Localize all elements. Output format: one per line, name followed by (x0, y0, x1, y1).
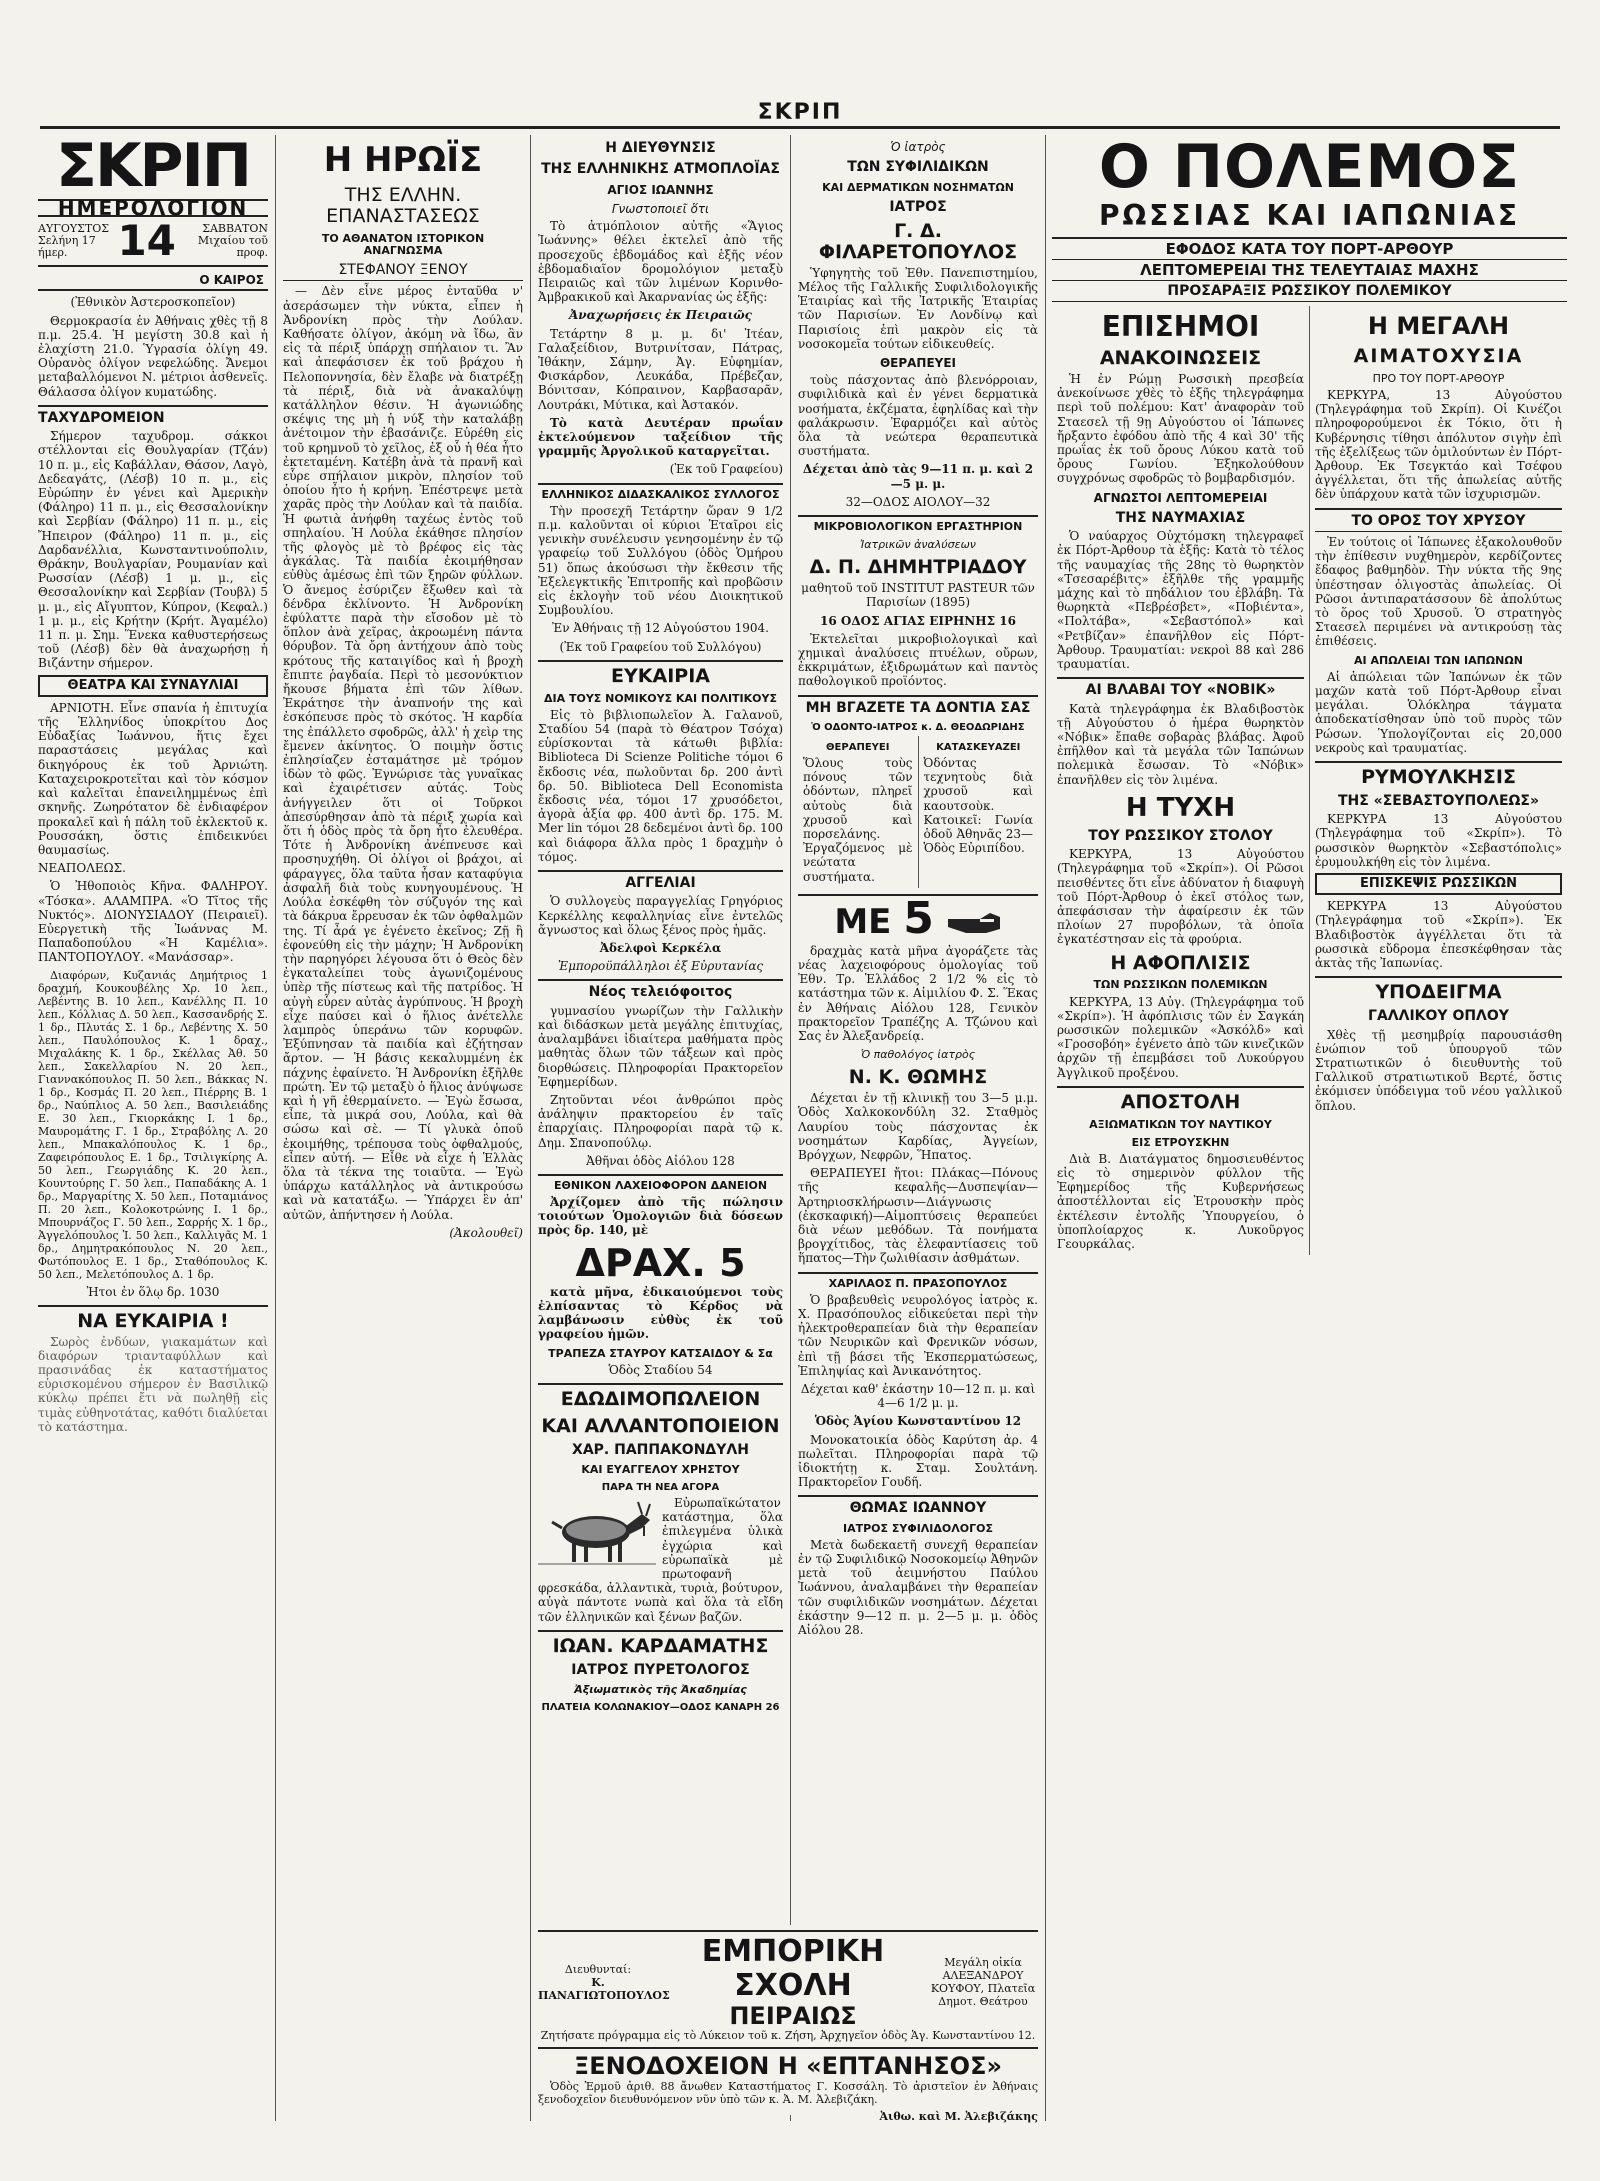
naval-heading-1: ΑΓΝΩΣΤΟΙ ΛΕΠΤΟΜΕΡΕΙΑΙ (1093, 490, 1268, 505)
serial-subtitle: ΤΗΣ ΕΛΛΗΝ. ΕΠΑΝΑΣΤΑΣΕΩΣ (326, 184, 480, 227)
weather-source: (Ἐθνικὸν Ἀστεροσκοπεῖον) (70, 295, 236, 310)
theatre-heading: ΘΕΑΤΡΑ ΚΑΙ ΣΥΝΑΥΛΙΑΙ (38, 675, 268, 697)
thomas-heading: ΘΩΜΑΣ ΙΩΑΝΝΟΥ (798, 1495, 1038, 1516)
notices-sign: Ἀδελφοὶ Κερκέλα (599, 940, 722, 955)
rifle-heading-2: ΓΑΛΛΙΚΟΥ ΟΠΛΟΥ (1368, 1008, 1509, 1025)
column-2 (283, 135, 523, 2121)
doctor-label: ΙΑΤΡΟΣ (889, 198, 947, 215)
war-columns (1052, 306, 1567, 1255)
fleet-heading-2: ΤΟΥ ΡΩΣΣΙΚΟΥ ΣΤΟΛΟΥ (1088, 827, 1273, 844)
pointing-hand-icon (946, 911, 1002, 935)
donor-list: Διαφόρων, Κυζανιάς Δημήτριος 1 δραχμή, Κουκουβέλης Χρ. 10 λεπ., Λεβέντης Β. 10 λεπ., Κανέλλης Π. 10 λεπ., Κόλλιας Δ. 50 λεπ., Κασσανδρής Σ. 1 δρ., Πλυτάς Σ. 1 δρ., Λεβέντης Χ. 50 λεπ., Παυλόπουλος Κ. 1 δραχ., Μιχαλάκης Κ. 1 δρ., Σκέλλας Ἀθ. 50 λεπ., Σακελλαρίου Ν. 20 λεπ., Γιαννακόπουλος Π. 50 λεπ., Βάκκας Ν. 1 δρ., Κοσμάς Π. 20 λεπ., Πιέρρης Β. 1 δρ., Ναύπλιος Α. 50 λεπ., Βασιλειάδης Ε. 30 λεπ., Γκιορκάκης Ι. 1 δρ., Μαυρομάτης Γ. 1 δρ., Στραβόλης Λ. 20 λεπ., Μπακαλόπουλος Κ. 1 δρ., Ζαφειρόπουλος Ε. 1 δρ., Τσιλιγκίρης Α. 50 λεπ., Γεωργιάδης Κ. 20 λεπ., Κουντούρης Γ. 50 λεπ., Παπαδάκης Α. 1 δρ., Μαργαρίτης Χ. 50 λεπ., Ποταμιάνος Π. 20 λεπ., Κολοκοτρώνης Ι. 1 δρ., Μπουρνάζος Γ. 50 λεπ., Σαρρής Χ. 1 δρ., Ἀγγελόπουλος Ἰ. 50 λεπ., Καλλιγᾶς Μ. 1 δρ., Δημητρακόπουλος Ν. 20 λεπ., Φωτόπουλος Ε. 1 δρ., Σταθόπουλος Κ. 50 λεπ., Μελετόπουλος Δ. 1 δρ. (38, 968, 268, 1281)
disarm-heading-2: ΤΩΝ ΡΩΣΣΙΚΩΝ ΠΟΛΕΜΙΚΩΝ (1093, 978, 1268, 992)
neurologist-hours: Δέχεται καθ' ἑκάστην 10—12 π. μ. καὶ 4—6 1/2 μ. μ. (800, 1381, 1036, 1411)
war-title (1052, 132, 1567, 239)
dentist-columns (798, 736, 1038, 888)
losses-text: Αἱ ἀπώλειαι τῶν Ἰαπώνων ἐκ τῶν μαχῶν κατὰ τοῦ Πόρτ-Ἀρθουρ εἶναι μεγάλαι. Ὁλόκληρα τάγματα ἀποδεκατίσθησαν ὑπὸ τοῦ πυρὸς τῶν Ρώσων. Ὑπολογίζονται εἰς 20,000 νεκροὺς καὶ τραυματίας. (1315, 669, 1562, 755)
tutor-text: γυμνασίου γνωρίζων τὴν Γαλλικὴν καὶ διδάσκων μετὰ μεγάλης ἐπιτυχίας, ἀναλαμβάνει ἰδιαίτερα μαθήματα πρὸς μαθητὰς ὅλων τῶν τάξεων καὶ πρὸς διορθώσεις. Πληροφορίαι Πρακτορεῖον Ἐφημερίδων. (538, 1003, 783, 1089)
column-3 (538, 135, 783, 2121)
column-rule (790, 135, 791, 2121)
doctor-name: ΙΩΑΝ. ΚΑΡΔΑΜΑΤΗΣ (538, 1630, 783, 1657)
grocery-heading-1: ΕΔΩΔΙΜΟΠΩΛΕΙΟΝ (538, 1383, 783, 1410)
disarm-heading-1: Η ΑΦΟΠΛΙΣΙΣ (1110, 951, 1251, 974)
day-number: 14 (117, 216, 176, 266)
bonds-prefix: ΜΕ (834, 901, 892, 942)
lottery-heading: ΕΘΝΙΚΟΝ ΛΑΧΕΙΟΦΟΡΟΝ ΔΑΝΕΙΟΝ (538, 1174, 783, 1192)
dentist-name: Ὁ ΟΔΟΝΤΟ-ΙΑΤΡΟΣ κ. Δ. ΘΕΟΔΩΡΙΔΗΣ (811, 721, 1025, 733)
lab-address: 16 ΟΔΟΣ ΑΓΙΑΣ ΕΙΡΗΝΗΣ 16 (820, 613, 1016, 628)
school-sign: (Ἐκ τοῦ Γραφείου τοῦ Συλλόγου) (559, 639, 762, 654)
weather-heading: Ο ΚΑΙΡΟΣ (38, 271, 268, 291)
official-heading-2: ΑΝΑΚΟΙΝΩΣΕΙΣ (1099, 347, 1262, 369)
war-title-line-2: ΡΩΣΣΙΑΣ ΚΑΙ ΙΑΠΩΝΙΑΣ (1052, 199, 1567, 239)
column-rule (275, 135, 276, 2121)
thomas-text: Μετὰ δωδεκαετῆ συνεχῆ θεραπείαν ἐν τῷ Συφιλιδικῷ Νοσοκομείῳ Ἀθηνῶν μετὰ τοῦ ἀειμνήστου Παύλου Ἰωάννου, ἀναλαμβάνει τὴν θεραπείαν τῶν συφιλιδικῶν νοσημάτων. Δέχεται ἑκάστην 9—12 π. μ. 2—5 μ. μ. ὁδὸς Αἰόλου 28. (798, 1537, 1038, 1638)
hotel-sign: Ἀιθω. καὶ Μ. Ἀλεβιζάκης (879, 2110, 1038, 2123)
novik-text: Κατὰ τηλεγράφημα ἐκ Βλαδιβοστὸκ τῇ Αὐγούστου ὁ ἡμέρα θωρηκτὸν «Νόβικ» ἔπαθε σοβαρὰς βλάβας. Ἀφοῦ ἐπῆλθον καὶ τὰ μεγάλα τῶν Ἰαπώνων πολεμικὰ ἔσωσαν. Τὸ «Νόβικ» ἐπανῆλθεν εἰς τὸν λιμένα. (1057, 701, 1304, 787)
bonds-heading (798, 892, 1038, 944)
bank-name: ΤΡΑΠΕΖΑ ΣΤΑΥΡΟΥ ΚΑΤΣΑΙΔΟΥ & Σα (548, 1346, 773, 1360)
weekday: ΣΑΒΒΑΤΟΝ (202, 222, 268, 236)
grocery-heading-3: ΧΑΡ. ΠΑΠΠΑΚΟΝΔΥΛΗ (572, 1441, 749, 1458)
column-1 (38, 131, 268, 2121)
goat-icon (538, 1498, 656, 1571)
towing-heading-2: ΤΗΣ «ΣΕΒΑΣΤΟΥΠΟΛΕΩΣ» (1337, 792, 1540, 809)
war-subtitle-2: ΛΕΠΤΟΜΕΡΕΙΑΙ ΤΗΣ ΤΕΛΕΥΤΑΙΑΣ ΜΑΧΗΣ (1052, 260, 1567, 281)
grocery-heading-2: ΚΑΙ ΑΛΛΑΝΤΟΠΟΙΕΙΟΝ (541, 1414, 780, 1437)
donor-total: Ἠτοι ἐν ὅλῳ δρ. 1030 (86, 1284, 220, 1299)
offer-text: Σωρὸς ἐνδύων, γιακαμάτων καὶ διαφόρων τριανταφύλλων καὶ πρασινάδας ἐκ καταστήματος εὑρισκομένου σήμερον ἐν Βασιλικῷ κύκλῳ πρέπει ἔτι νὰ πωληθῇ εἰς τιμὰς εὐθηνοτάτας, καθότι διαλύεται τὸ κατάστημα. (38, 1334, 268, 1434)
fleet-heading-1: Η ΤΥΧΗ (1125, 792, 1236, 823)
mission-heading-2: ΑΞΙΩΜΑΤΙΚΩΝ ΤΟΥ ΝΑΥΤΙΚΟΥ (1089, 1117, 1272, 1131)
thomas-title: ΙΑΤΡΟΣ ΣΥΦΙΛΙΔΟΛΟΓΟΣ (843, 1521, 993, 1535)
dentist-treats: ΘΕΡΑΠΕΥΕΙ (826, 741, 890, 753)
bloodshed-text: ΚΕΡΚΥΡΑ, 13 Αὐγούστου (Τηλεγράφημα τοῦ Σκρίπ). Οἱ Κινέζοι πληροφορούμενοι ἐκ Τόκιο, ὅτι ἡ Κυβέρνησις τίθησι ἀπόλυτον σιγὴν ἐπὶ τῆς ἐξελίξεως τῶν ὁμιλούντων ἐν Πόρτ-Ἀρθουρ. Ἐκ Τσεγκτάο καὶ Τσέφου ἀγγέλλεται, ὅτι τῆς ἀπωλείας αὐτῆς δὲν ὑπάρχουν κατὰ τῶν ἰσχυρισμῶν. (1315, 387, 1562, 502)
running-head: ΣΚΡΙΠ (757, 100, 843, 125)
lab-services: Ἐκτελεῖται μικροβιολογικαὶ καὶ χημικαὶ ἀναλύσεις πτυέλων, οὔρων, ἐκκριμάτων, ἐξιδρωμάτων καὶ παντὸς παθολογικοῦ προϊόντος. (798, 631, 1038, 689)
bottom-ads (538, 1925, 1038, 2123)
bonds-text: δραχμὰς κατὰ μῆνα ἀγοράζετε τὰς νέας λαχειοφόρους ὁμολογίας τοῦ Ἐθν. Τρ. Ἑλλάδος 2 1/2 % εἰς τὸ κατάστημα τῶν κ. Αἰμιλίου Φ. Σ. Ἕκας ἐν Ἀθήναις Αἰόλου 128, Γενικὸν πρακτορεῖον Τραπέζης Α. Τζώνου καὶ Σας ἐν Ἀλεξανδρείᾳ. (798, 943, 1038, 1044)
doctor-address: ΠΛΑΤΕΙΑ ΚΟΛΩΝΑΚΙΟΥ—ΟΔΟΣ ΚΑΝΑΡΗ 26 (541, 1702, 780, 1714)
doctor-hours: Δέχεται ἀπὸ τὰς 9—11 π. μ. καὶ 2—5 μ. μ. (802, 462, 1034, 491)
doctor-honour: Ἀξιωματικὸς τῆς Ἀκαδημίας (574, 1683, 747, 1697)
moon-day: Σελήνη 17 ήμερ. (38, 234, 96, 260)
losses-heading: ΑΙ ΑΠΩΛΕΙΑΙ ΤΩΝ ΙΑΠΩΝΩΝ (1354, 653, 1523, 667)
lottery-text-2: κατὰ μῆνα, ἐδικαιούμενοι τοὺς ἐλπίσαντας τὸ Κέρδος νὰ λαμβάνωσιν εὐθὺς ἐκ τοῦ γραφείου ἡμῶν. (538, 1284, 783, 1342)
official-text: Ἡ ἐν Ρώμῃ Ρωσσικὴ πρεσβεία ἀνεκοίνωσε χθὲς τὸ ἑξῆς τηλεγράφημα περὶ τοῦ πολέμου: Κατ' ἀναφορὰν τοῦ Σταεσελ τῇ 9ῃ Αὐγούστου οἱ Ἰάπωνες ἤρξαντο ἐφόδου ἀπὸ τῆς 4 καὶ 30' τῆς πρωΐας ἐκ τοῦ ὄρους Λύκου κατὰ τοῦ ὄρους Γωνίου. Ἐξηκολούθουν συγχρόνως σφοδρῶς τὸ βομβαρδισμόν. (1057, 371, 1304, 486)
notices-heading: ΑΓΓΕΛΙΑΙ (538, 870, 783, 891)
steamship-text: Τὸ ἀτμόπλοιον αὐτῆς «Ἅγιος Ἰωάννης» θέλει ἐκτελεῖ ἀπὸ τῆς προσεχοῦς ἑβδομάδος καὶ ἑξῆς νέον ἑβδομαδιαῖον δρομολόγιον μεταξὺ Πειραιῶς καὶ τῶν λιμένων Κορινθο-Ἀμβρακικοῦ καὶ Ἀκαρνανίας ὡς ἑξῆς: (538, 219, 783, 305)
school-directors-label: Διευθυνταί: (564, 1962, 632, 1976)
gold-mountain-text: Ἐν τούτοις οἱ Ἰάπωνες ἐξακολουθοῦν τὴν ἐπίθεσιν νυχθημερὸν, κερδίζοντες ἔδαφος βαθμηδὸν. Τὴν νύκτα τῆς 9ης ὑπέστησαν ὀλιγοστὰς ἀπωλείας. Οἱ Ρῶσοι ἀντιπαρατάσσουν δὲ ἀπολύτως τὸ ὅρος τοῦ Χρυσοῦ. Ὁ στρατηγὸς Σταεσελ περιμένει νὰ αντικρούσῃ τὰς ἐπιθέσεις. (1315, 535, 1562, 649)
masthead (38, 131, 268, 267)
mission-heading-3: ΕΙΣ ΕΤΡΟΥΣΚΗΝ (1131, 1135, 1230, 1149)
war-subtitle-3: ΠΡΟΣΑΡΑΞΙΣ ΡΩΣΣΙΚΟΥ ΠΟΛΕΜΙΚΟΥ (1052, 281, 1567, 302)
doctor-bio: Ὑφηγητὴς τοῦ Ἐθν. Πανεπιστημίου, Μέλος τῆς Γαλλικῆς Συφιλιδολογικῆς Ἑταιρίας καὶ τῆς Ἰατρικῆς Ἑταιρίας τῶν Παρισίων. Ἐν Λονδίνῳ καὶ Παρισίοις ἐπὶ μακρὸν εἰς τὰ νοσοκομεῖα τούτων εἰδικευθείς. (798, 265, 1038, 351)
theatre-listings: Ὁ Ἠθοποιὸς Κῆνα. ΦΑΛΗΡΟΥ. «Τόσκα». ΑΛΑΜΠΡΑ. «Ὁ Τῖτος τῆς Νυκτός». ΔΙΟΝΥΣΙΑΔΟΥ (Πειραιεῖ). Εὐεργετικὴ τῆς Ἰωάννας Μ. Παπαδοπούλου «Ἡ Καμέλια». ΠΑΝΤΟΠΟΥΛΟΥ. «Μανάσσαρ». (38, 879, 268, 965)
thomis-name: Ν. Κ. ΘΩΜΗΣ (848, 1066, 988, 1089)
masthead-subtitle: ΗΜΕΡΟΛΟΓΙΟΝ (38, 199, 268, 217)
bloodshed-heading-2: ΑΙΜΑΤΟΧΥΣΙΑ (1353, 345, 1524, 367)
naval-text: Ὁ ναύαρχος Οὐχτόμσκη τηλεγραφεῖ ἐκ Πόρτ-Ἀρθουρ τὰ ἑξῆς: Κατὰ τὸ τέλος τῆς ναυμαχίας τῆς 28ης τὸ θωρηκτὸν «Τσεσαρέβιτς» ἐξῆλθε τῆς γραμμῆς μάχης καὶ τὸ πηδάλιον του ἐβλάβη. Τὰ θωρηκτὰ «Πεβρέσβετ», «Ποβιέντα», «Πολτάβα», «Σεβαστόπολ» καὶ «Ρετβίζαν» ἐπανῆλθον εἰς Πόρτ-Ἀρθουρ. Τραυματίαι: νεκροὶ 88 καὶ 286 τραυματίαι. (1057, 529, 1304, 671)
lottery-text: Ἀρχίζομεν ἀπὸ τῆς πώλησιν τοιούτων Ὁμολογιῶν διὰ δόσεων πρὸς δρ. 140, μὲ (538, 1195, 783, 1238)
lottery-amount: ΔΡΑΧ. 5 (575, 1240, 746, 1285)
serial-continued: (Ἀκολουθεῖ) (449, 1225, 523, 1240)
steamship-heading-3: ΑΓΙΟΣ ΙΩΑΝΝΗΣ (607, 182, 714, 197)
lab-subheading: Ἰατρικῶν ἀναλύσεων (860, 538, 976, 552)
lab-name: Δ. Π. ΔΗΜΗΤΡΙΑΔΟΥ (809, 556, 1027, 579)
mission-text: Διὰ Β. Διατάγματος δημοσιευθέντος εἰς τὸ σημερινὸν φύλλον τῆς Ἐφημερίδος τῆς Κυβερνήσεως ἀποστέλλονται εἰς Ἐτρουσκὴν πρὸς ἐκτέλεσιν ἐντολῆς Ὑπουργείου, ὁ ὑποπλοίαρχος κ. Λυκοῦργος Γεουρκάλας. (1057, 1151, 1304, 1252)
mission-heading-1: ΑΠΟΣΤΟΛΗ (1057, 1086, 1304, 1113)
serial-title: Η ΗΡΩΪΣ (323, 140, 483, 180)
school-directors: Κ. ΠΑΝΑΓΙΩΤΟΠΟΥΛΟΣ (538, 1975, 670, 2002)
thomis-treats: ΘΕΡΑΠΕΥΕΙ ἤτοι: Πλάκας—Πόνους τῆς κεφαλῆς—Δυσπεψίαν—Ἀρτηριοσκλήρωσιν—Διάγνωσις (ἐκσκαφική)—Αἱμοπτύσεις θεραπεύει διὰ νέων μεθόδων. Τὰ πονήματα βρογχίτιδος, τὰς ἐλεφαντίασεις τοῦ ἥπατος—Τὴν ζωλιθίασιν ἀσθμάτων. (798, 1166, 1038, 1266)
date-box (38, 216, 268, 267)
school-name: ΕΜΠΟΡΙΚΗ ΣΧΟΛΗ (701, 1934, 885, 2003)
doctor-specialty-1: ΤΩΝ ΣΥΦΙΛΙΔΙΚΩΝ (847, 159, 989, 176)
doctor-specialty-2: ΚΑΙ ΔΕΡΜΑΤΙΚΩΝ ΝΟΣΗΜΑΤΩΝ (822, 180, 1014, 194)
house-sale: Μονοκατοικία ὁδὸς Καρύτση ἀρ. 4 πωλεῖται. Πληροφορίαι παρὰ τῷ ἰδιοκτήτῃ κ. Σταμ. Σουλτάνη. Πρακτορεῖον Γουδῆ. (798, 1432, 1038, 1490)
steamship-heading-2: ΤΗΣ ΕΛΛΗΝΙΚΗΣ ΑΤΜΟΠΛΟΪΑΣ (541, 161, 780, 178)
serial-text: — Δὲν εἶνε μέρος ἐνταῦθα ν' ἀσεράσωμεν τὴν νύκτα, εἶπεν ἡ Ἀνδρονίκη πρὸς τὴν Λούλαν. Καθήσατε ὀλίγον, ἀκόμη νὰ ἴδω, ἂν εἰς τὰ πέριξ ὑπάρχῃ σπήλαιον τι. Ἂν καὶ ἀπεφάσισεν ἐκ τοῦ βράχου ἡ Πελοποννησία, δὲν ἔλαβε νὰ διατρέξῃ τὰ πέριξ, διὰ νὰ ἀνακαλύψῃ κατάλληλον θέσιν. Ἡ ἀγωνιώδης σκέψις της μὴ ἡ νύξ τὴν καταλάβῃ ἀνέτοιμον τὴν ἐβασάνιζε. Εὐρέθη εἰς τοῦ κρημνοῦ τὸ χεῖλος, ἐξ οὗ ἡ θέα ἦτο ἐκτεταμένη. Κατέβη ἀνὰ τὰ πρανῆ καὶ εὗρε σπήλαιον μικρὸν, πλησίον τοῦ ὁποίου ἦτο ἡ κρήνη. Ἐπέστρεψε μετὰ χαρᾶς πρὸς τὴν Λούλαν καὶ τὰ παιδία. Ἡ φωτιὰ ἀνήφθη ταχέως ἐντὸς τοῦ σπηλαίου. Ἡ Λούλα ἐκάθησε πλησίον τῆς φλογὸς μὲ τὸ βρέφος εἰς τὰς ἀγκάλας. Τὰ παιδία ἐκοιμήθησαν εὐθὺς ἀμέσως ἐπὶ τῶν ξηρῶν φύλλων. Ὁ ἄνεμος ἐσύριζεν ἔξωθεν καὶ τὰ δένδρα ἐκλίνοντο. Ἡ Ἀνδρονίκη ἐφύλαττε παρὰ τὴν εἴσοδον μὲ τὸ ὅπλον ἀνὰ χεῖρας, ἀκροωμένη πάντα θόρυβον. Τὰ ὄρη ἀντήχουν ἀπὸ τοὺς κρότους τῆς καταιγίδος καὶ ἡ βροχὴ ἔπιπτε ῥαγδαία. Περὶ τὸ μεσονύκτιον ἤκουσε βήματα ἐπὶ τῶν λίθων. Ἐκράτησε τὴν ἀναπνοήν της καὶ ἐσκόπευσε πρὸς τὸ σκότος. Ἡ καρδία της ἐπάλλετο σφοδρῶς, ἀλλ' ἡ χεὶρ της ἔμενεν ἀκίνητος. Ὁ ποιμὴν ὅστις ἐπλησίαζεν ἐσταμάτησε μὲ τρόμον ἰδὼν τὸ φῶς. Ἐγνώρισε τὰς γυναῖκας καὶ ἐχαιρέτισεν αὐτάς. Τοὺς ἀνήγγειλεν ὅτι οἱ Τοῦρκοι ἀπεσύρθησαν ἀπὸ τὰ πέριξ χωρία καὶ ὅτι ἡ ὁδὸς πρὸς τὰ ὄρη ἦτο ἐλευθέρα. Τότε ἡ Ἀνδρονίκη ἀνέπνευσε καὶ προσηυχήθη. Οἱ ὀλίγοι οἱ βράχοι, αἱ φάραγγες, ὅλα ταῦτα ἦσαν καταφύγια ἀσφαλῆ διὰ τοὺς κυνηγουμένους. Ἡ Λούλα ἐσκέφθη τὸν σύζυγόν της καὶ τὰ δάκρυα ἔρρευσαν ἐκ τῶν ὀφθαλμῶν της. Τί ἆρά γε ἐγένετο ἐκεῖνος; Ζῇ ἢ ἐφονεύθη εἰς τὴν μάχην; Ἡ Ἀνδρονίκη τὴν παρηγόρει λέγουσα ὅτι ὁ Θεὸς δὲν ἐγκαταλείπει τοὺς ἀγωνιζομένους ὑπὲρ τῆς πίστεως καὶ τῆς πατρίδος. Ἡ αὐγὴ εὗρεν αὐτὰς ἀγρύπνους. Ἡ βροχὴ εἶχε παύσει καὶ ὁ ἥλιος ἀνέτελλε λαμπρὸς ὑπεράνω τῶν κορυφῶν. Ἐξύπνησαν τὰ παιδία καὶ ἐζήτησαν ἄρτον. — Ἡ βάσις κεκαλυμμένη ἐκ πάχνης ἐφαίνετο. Ἡ Ἀνδρονίκη ἐξῆλθε πρώτη. Ἐν τῷ μεταξὺ ὁ ἥλιος ἀνύψωσε καὶ ἡ γῆ ἐθερμαίνετο. — Ἐγὼ ἔσωσα, εἶπε, τὰ μικρά σου, Λούλα, καὶ θὰ σώσω καὶ σὲ. — Τί γλυκὰ ὁποῦ ἐκοιμήθης, τρέπουσα τοὺς ὀφθαλμούς, εἶπεν αὐτή. — Εἶθε νὰ εἶχε ἡ Ἑλλὰς ὅλα τὰ τέκνα της τοιαῦτα. — Ἐγὼ ὑπάρχω κατάλληλος νὰ ἀντικρούσω καὶ νὰ κατατάξω. — Ὑπάρχει ἓν ἀπ' αὐτῶν, ἀπήντησεν ἡ Λούλα. (283, 284, 523, 1222)
saint-day: Μιχαίου τοῦ προφ. (197, 234, 268, 260)
school-date: Ἐν Ἀθήναις τῇ 12 Αὐγούστου 1904. (552, 621, 769, 636)
dentist-heading: ΜΗ ΒΓΑΖΕΤΕ ΤΑ ΔΟΝΤΙΑ ΣΑΣ (798, 695, 1038, 716)
school-heading: ΕΛΛΗΝΙΚΟΣ ΔΙΔΑΣΚΑΛΙΚΟΣ ΣΥΛΛΟΓΟΣ (538, 483, 783, 501)
serial-author: ΣΤΕΦΑΝΟΥ ΞΕΝΟΥ (283, 263, 523, 281)
dentist-treats-text: Ὅλους τοὺς πόνους τῶν ὀδόντων, πληρεῖ αὐτοὺς διὰ χρυσοῦ καὶ πορσελάνης. Ἐργαζόμενος μὲ νεώτατα συστήματα. (803, 755, 913, 884)
dentist-makes-text: Ὀδόντας τεχνητοὺς διὰ χρυσοῦ καὶ καουτσοὺκ. Κατοικεῖ: Γωνία ὁδοῦ Ἀθηνᾶς 23—Ὁδὸς Εὐριπίδου. (923, 755, 1033, 856)
fleet-text: ΚΕΡΚΥΡΑ, 13 Αὐγούστου (Τηλεγράφημα τοῦ «Σκρίπ»). Οἱ Ρῶσοι πεισθέντες ὅτι εἶνε ἀδύνατον ἡ διαφυγὴ τοῦ Πόρτ-Ἀρθουρ ὁ ἐκεῖ στόλος των, ἀπεφάσισαν τὴν ἀφαίρεσιν ἐκ τῶν πλοίων 27 πυροβόλων, τὰ ὁποῖα ἐγκατέστησαν εἰς τὰ φρούρια. (1057, 847, 1304, 947)
lab-heading: ΜΙΚΡΟΒΙΟΛΟΓΙΚΟΝ ΕΡΓΑΣΤΗΡΙΟΝ (798, 515, 1038, 533)
departures-text: Τετάρτην 8 μ. μ. δι' Ἰτέαν, Γαλαξείδιον, Βυτρινίτσαν, Πάτρας, Ἰθάκην, Σάμην, Ἀγ. Εὐφημίαν, Φισκάρδον, Λευκάδα, Πρέβεζαν, Βόνιτσαν, Κόπραινον, Καρβασαρᾶν, Λουτράκι, Μύτικα, καὶ Ἀστακόν. (538, 326, 783, 412)
gold-mountain-heading: ΤΟ ΟΡΟΣ ΤΟΥ ΧΡΥΣΟΥ (1315, 508, 1562, 532)
neurologist-text: Ὁ βραβευθεὶς νευρολόγος ἰατρὸς κ. Χ. Πρασόπουλος εἰδικεύεται περὶ τὴν ἠλεκτροθεραπείαν διὰ τὴν θεραπείαν τῶν Νευρικῶν καὶ Φρενικῶν νόσων, ἐπὶ τῇ βάσει τῆς Ἐκσπερματώσεως, Ἐπιληψίας καὶ Ἀνικανότητος. (798, 1292, 1038, 1378)
masthead-title: ΣΚΡΙΠ (56, 131, 250, 201)
departures-heading: Ἀναχωρήσεις ἐκ Πειραιῶς (569, 308, 752, 323)
business-school-ad (538, 1930, 1038, 2029)
school-city: ΠΕΙΡΑΙΩΣ (729, 2002, 857, 2030)
war-title-line-1: Ο ΠΟΛΕΜΟΣ (1098, 132, 1521, 202)
dentist-makes: ΚΑΤΑΣΚΕΥΑΖΕΙ (936, 741, 1021, 753)
doctor-intro: Ὁ ἰατρὸς (890, 140, 946, 154)
steamship-heading-4: Γνωστοποιεῖ ὅτι (611, 201, 710, 216)
neurologist-address: Ὁδὸς Ἁγίου Κωνσταντίνου 12 (814, 1414, 1022, 1429)
neapoleos-label: ΝΕΑΠΟΛΕΩΣ. (38, 861, 126, 876)
column-rule (530, 135, 531, 2121)
rifle-heading-1: ΥΠΟΔΕΙΓΜΑ (1315, 976, 1562, 1003)
law-subheading: ΔΙΑ ΤΟΥΣ ΝΟΜΙΚΟΥΣ ΚΑΙ ΠΟΛΙΤΙΚΟΥΣ (544, 691, 777, 705)
bloodshed-heading-1: Η ΜΕΓΑΛΗ (1367, 312, 1510, 340)
neurologist-heading: ΧΑΡΙΛΑΟΣ Π. ΠΡΑΣΟΠΟΥΛΟΣ (798, 1272, 1038, 1290)
war-subtitle-1: ΕΦΟΔΟΣ ΚΑΤΑ ΤΟΥ ΠΟΡΤ-ΑΡΘΟΥΡ (1052, 239, 1567, 260)
war-left-column (1052, 306, 1309, 1255)
lab-credentials: μαθητοῦ τοῦ INSTITUT PASTEUR τῶν Παρισίων (1895) (801, 581, 1035, 610)
notices-sign-2: Ἐμποροϋπάλληλοι ἐξ Εὐρυτανίας (557, 959, 764, 974)
school-building: Μεγάλη οἰκία ΑΛΕΞΑΝΔΡΟΥ ΚΟΥΦΟΥ, Πλατεῖα Δημοτ. Θεάτρου (930, 1956, 1036, 2008)
departures-sign: (Ἐκ τοῦ Γραφείου) (669, 462, 783, 477)
bloodshed-heading-3: ΠΡΟ ΤΟΥ ΠΟΡΤ-ΑΡΘΟΥΡ (1372, 371, 1505, 385)
law-heading: ΕΥΚΑΙΡΙΑ (538, 660, 783, 687)
grocery-heading-5: ΠΑΡΑ ΤΗ ΝΕΑ ΑΓΟΡΑ (601, 1482, 720, 1494)
school-note: Ζητήσατε πρόγραμμα εἰς τὸ Λύκειον τοῦ κ. Ζήση, Ἀρχηγεῖον ὁδὸς Ἁγ. Κωνσταντίνου 12. (540, 2029, 1036, 2042)
serial-label: ΤΟ ΑΘΑΝΑΤΟΝ ΙΣΤΟΡΙΚΟΝ ΑΝΑΓΝΩΣΜΑ (321, 231, 485, 257)
post-text: Σήμερον ταχυδρομ. σάκκοι στέλλονται εἰς Θουλγαρίαν (Τζάν) 10 π. μ., εἰς Καβάλλαν, Θάσον, Λαγὸ, Δεδεαγάτς, (Λέσβ) 10 π. μ., εἰς Εὐρώπην ἐν γένει καὶ Ἀμερικὴν (Φάληρο) 11 π. μ., εἰς Θεσσαλονίκην καὶ Σερβίαν (Φάληρο) 11 π. μ., εἰς Ἤπειρον (Φάληρο) 11 π. μ., εἰς Δαρδανέλλια, Κωνσταντινούπολιν, Θράκην, Βουλγαρίαν, Ρουμανίαν καὶ Ρωσσίαν (Λέσβ) 1 μ. μ., εἰς Θεσσαλονίκην καὶ Σερβίαν (Τουβλ) 5 μ. μ., εἰς Αἴγυπτον, Κύπρον, (Κεφαλ.) 1 μ. μ., εἰς Κρήτην (Κρήτ. Ἀγαμέλο) 11 π. μ. Σημ. Ἕνεκα καθυστερήσεως τοῦ (Λέσβ) δὲν θὰ ἀναχωρήσῃ ἡ Βιζάντην σήμερον. (38, 429, 268, 671)
official-heading-1: ΕΠΙΣΗΜΟΙ (1101, 310, 1260, 343)
hotel-text: Ὁδὸς Ἑρμοῦ ἀριθ. 88 ἄνωθεν Καταστήματος Γ. Κοσσάλη. Τὸ ἀριστεῖον ἐν Ἀθήναις ξενοδοχεῖον διευθυνόμενον νῦν ὑπὸ τῶν κ. Ἀ. Μ. Ἀλεβιζάκη. (538, 2080, 1038, 2106)
rifle-text: Χθὲς τῇ μεσημβρίᾳ παρουσιάσθη ἐνώπιον τοῦ ὑπουργοῦ τῶν Στρατιωτικῶν ὁ διευθυντὴς τοῦ Γαλλικοῦ στρατιωτικοῦ Βερτέ, ὅστις ἐκόμισεν ὑπόδειγμα τοῦ νέου γαλλικοῦ ὅπλου. (1315, 1027, 1562, 1113)
hotel-ad (538, 2047, 1038, 2123)
column-4 (798, 135, 1038, 2121)
disarm-text: ΚΕΡΚΥΡΑ, 13 Αὐγ. (Τηλεγράφημα τοῦ «Σκρίπ»). Ἡ ἀφόπλισις τῶν ἐν Σαγκάη ρωσσικῶν πολεμικῶν «Ἀσκόλδ» καὶ «Γροσοβόη» ἐγένετο ἀπὸ τῶν κινεζικῶν ἀρχῶν τῇ ἐπεμβάσει τοῦ Λυκούργου Ἀγγλικοῦ προξένου. (1057, 994, 1304, 1080)
post-heading: ΤΑΧΥΔΡΟΜΕΙΟΝ (38, 405, 268, 426)
thomis-intro: Ὁ παθολόγος ἰατρὸς (860, 1048, 976, 1062)
novik-heading: ΑΙ ΒΛΑΒΑΙ ΤΟΥ «ΝΟΒΙΚ» (1057, 677, 1304, 698)
doctor-fullname: Γ. Δ. ΦΙΛΑΡΕΤΟΠΟΥΛΟΣ (818, 220, 1018, 263)
top-rule (40, 126, 1560, 129)
naval-heading-2: ΤΗΣ ΝΑΥΜΑΧΙΑΣ (1115, 509, 1246, 526)
doctor-street: 32—ΟΔΟΣ ΑΙΟΛΟΥ—32 (845, 494, 991, 509)
agents-text: Ζητοῦνται νέοι ἀνθρώποι πρὸς ἀνάληψιν πρακτορείου ἐν ταῖς ἐπαρχίαις. Πληροφορίαι παρὰ τῷ κ. Δημ. Σπανοπούλῳ. (538, 1092, 783, 1150)
column-5 (1052, 132, 1567, 2121)
school-text: Τὴν προσεχῆ Τετάρτην ὥραν 9 1/2 π.μ. καλοῦνται οἱ κύριοι Ἑταῖροι εἰς γενικὴν συνέλευσιν γενησομένην ἐν τῷ γραφείῳ τοῦ Συλλόγου (ὁδὸς Ὁμήρου 51) ὅπως ἀκούσωσι τὴν ἔκθεσιν τῆς Ἐξελεγκτικῆς Ἐπιτροπῆς καὶ προβῶσιν εἰς ἐκλογὴν τοῦ νέου Διοικητικοῦ Συμβουλίου. (538, 503, 783, 618)
doctor-treatments: τοὺς πάσχοντας ἀπὸ βλενόρροιαν, συφιλιδικὰ καὶ ἐν γένει δερματικὰ νοσήματα, ἐκζέματα, ἐφηλίδας καὶ τὴν φαλάκρωσιν. Ἐφαρμόζει καὶ αὐτὸς ὅλα τὰ νεώτερα θεραπευτικὰ συστήματα. (798, 373, 1038, 459)
departures-note: Τὸ κατὰ Δευτέραν πρωΐαν ἐκτελούμενον ταξείδιον τῆς γραμμῆς Ἀργολικοῦ καταργεῖται. (538, 415, 783, 459)
visit-heading: ΕΠΙΣΚΕΨΙΣ ΡΩΣΣΙΚΩΝ (1315, 873, 1562, 895)
doctor-title: ΙΑΤΡΟΣ ΠΥΡΕΤΟΛΟΓΟΣ (571, 1661, 750, 1678)
bank-address: Ὁδὸς Σταδίου 54 (608, 1362, 713, 1377)
bonds-amount: 5 (903, 892, 934, 944)
agents-address: Ἀθῆναι ὁδὸς Αἰόλου 128 (586, 1153, 735, 1168)
war-right-column (1309, 306, 1567, 1255)
tutor-heading: Νέος τελειόφοιτος (538, 979, 783, 1000)
grocery-heading-4: ΚΑΙ ΕΥΑΓΓΕΛΟΥ ΧΡΗΣΤΟΥ (581, 1462, 740, 1476)
towing-heading-1: ΡΥΜΟΥΛΚΗΣΙΣ (1315, 761, 1562, 788)
law-text: Εἰς τὸ βιβλιοπωλεῖον Ἀ. Γαλανοῦ, Σταδίου 54 (παρὰ τὸ Θέατρον Τσόχα) εὑρίσκονται τὰ κάτωθι βιβλία: Biblioteca Di Scienze Politiche τόμοι 6 ἔκδοσις νέα, πωλοῦνται δρ. 200 ἀντὶ δρ. 50. Biblioteca Dell Economista ἔκδοσις νέα, τόμοι 17 χρυσόδετοι, ἀγορὰ ἀξία φρ. 400 ἀντὶ δρ. 175. Μ. Mer lin τόμοι 28 δεδεμένοι ἀντὶ δρ. 100 καὶ διάφορα ἄλλα πρὸς 1 δραχμὴν ὁ τόμος. (538, 707, 783, 864)
steamship-heading-1: Η ΔΙΕΥΘΥΝΣΙΣ (605, 140, 716, 156)
hotel-name: ΞΕΝΟΔΟΧΕΙΟΝ Η «ΕΠΤΑΝΗΣΟΣ» (574, 2052, 1002, 2080)
treats-label: ΘΕΡΑΠΕΥΕΙ (879, 356, 957, 371)
weather-text: Θερμοκρασία ἐν Ἀθήναις χθὲς τῇ 8 π.μ. 25.4. Ἡ μεγίστη 30.8 καὶ ἡ ἐλαχίστη 21.0. Ὑγρασία ὀλίγη 49. Οὐρανὸς ὀλίγον νεφελώδης. Ἄνεμοι μεταβαλλόμενοι Ν. μέτριοι ἀσθενεῖς. Θάλασσα ὀλίγον κυματώδης. (38, 313, 268, 399)
month: ΑΥΓΟΥΣΤΟΣ (38, 222, 110, 236)
notices-text: Ὁ συλλογεὺς παραγγελίας Γρηγόριος Κερκέλλης κεφαλληνίας εἶνε ἐντελῶς ἄγνωστος καὶ ὅλως ξένος πρὸς ἡμᾶς. (538, 894, 783, 937)
visit-text: ΚΕΡΚΥΡΑ 13 Αὐγούστου (Τηλεγράφημα τοῦ «Σκρίπ»). Ἐκ Βλαδιβοστὸκ ἀγγέλλεται ὅτι τὰ ρωσσικὰ εὔδρομα ἐπεσκέφθησαν τὰς ἀκτὰς τῆς Ἰαπωνίας. (1315, 899, 1562, 971)
grocery-text: Εὐρωπαϊκώτατον κατάστημα, ὅλα ἐπιλεγμένα ὑλικὰ ἐγχώρια καὶ εὐρωπαϊκὰ μὲ πρωτοφανῆ φρεσκάδα, ἀλλαντικὰ, τυριὰ, βούτυρον, αὐγὰ πάντοτε νωπὰ καὶ ὅλα τὰ εἴδη τῶν ἑλληνικῶν καὶ ξένων βαζῶν. (538, 1496, 783, 1624)
offer-heading: ΝΑ ΕΥΚΑΙΡΙΑ ! (38, 1305, 268, 1332)
thomis-text: Δέχεται ἐν τῇ κλινικῇ του 3—5 μ.μ. Ὁδὸς Χαλκοκονδύλη 32. Σταθμὸς Λαυρίου τοὺς πάσχοντας ἐκ νοσημάτων Καρδίας, Ἀγγείων, Βρόγχων, Νεφρῶν, Ἥπατος. (798, 1091, 1038, 1163)
towing-text: ΚΕΡΚΥΡΑ 13 Αὐγούστου (Τηλεγράφημα τοῦ «Σκρίπ»). Τὸ ρωσσικὸν θωρηκτὸν «Σεβαστόπολις» ἐρυμουλκήθη εἰς τὸν λιμένα. (1315, 812, 1562, 869)
column-rule (1045, 135, 1046, 2121)
theatre-text: ΑΡΝΙΟΤΗ. Εἶνε σπανία ἡ ἐπιτυχία τῆς Ἑλληνίδος ὑποκρίτου Δος Εὐδαξίας Ἰωάννου, ἥτις ἔχει παραστάσεις μεγάλας καὶ δικηγόρους ἐκ τοῦ Ἀρνιώτη. Καταχειροκροτεῖται καὶ τὸν κόσμον καὶ καλεῖται ἐπανειλημμένως ἐπὶ σκηνῆς. Ζωηρότατον δὲ ἐνδιαφέρον προκαλεῖ καὶ ἡ πάλη τοῦ ἐκλεκτοῦ κ. Ρουσσάκη, ὅστις ἐπιδεικνύει θαυμασίως. (38, 700, 268, 857)
